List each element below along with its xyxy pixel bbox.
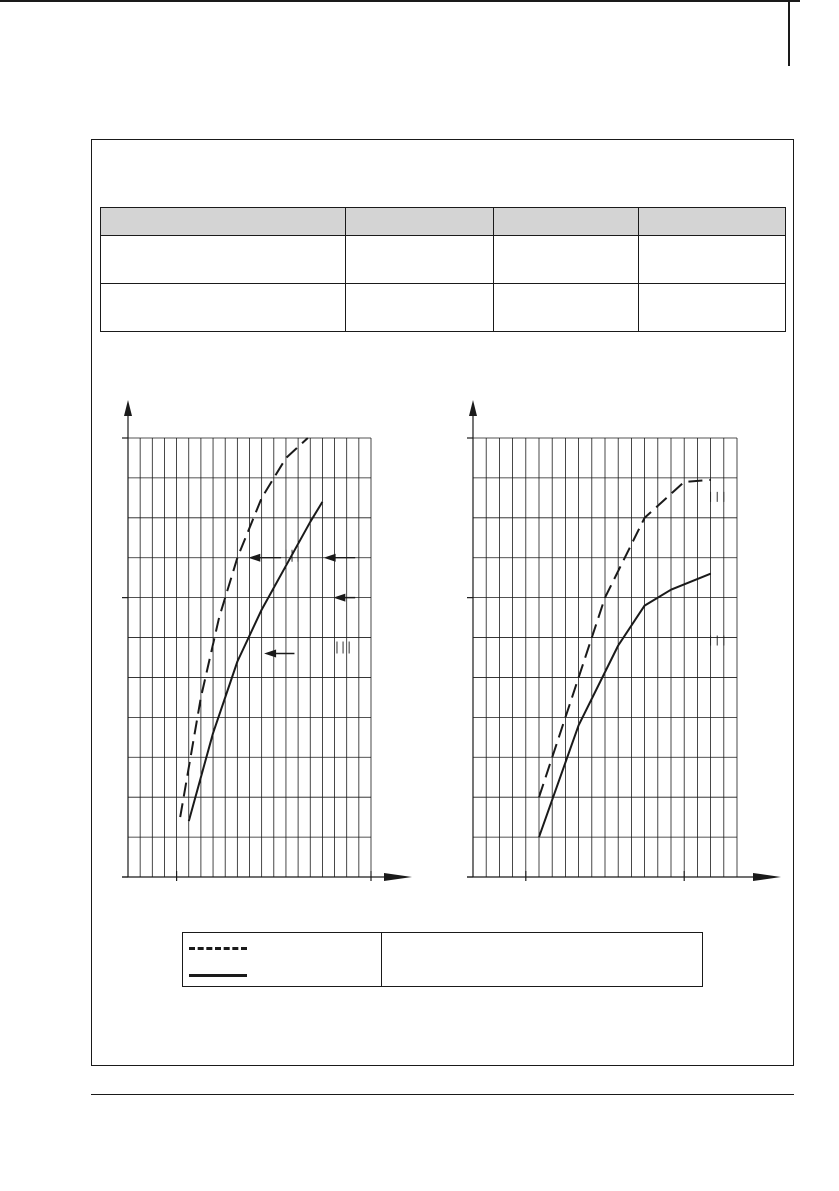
spec-cell: [494, 236, 639, 284]
legend-dashed-line-sample: [189, 947, 247, 950]
spec-table: [100, 207, 786, 332]
annotation-arrowhead: [248, 554, 260, 562]
annotation-arrowhead: [333, 594, 345, 602]
legend-divider: [381, 933, 382, 986]
spec-cell: [494, 284, 639, 332]
x-axis-arrowhead: [753, 873, 781, 881]
spec-table-row: [101, 284, 786, 332]
spec-table-row: [101, 236, 786, 284]
annotation-arrowhead: [264, 650, 276, 658]
page-top-rule: [0, 0, 800, 2]
spec-header-cell: [101, 208, 346, 236]
spec-cell: [639, 236, 786, 284]
right-chart: [455, 390, 785, 890]
page-bottom-rule: [91, 1094, 794, 1095]
legend-solid-line-sample: [189, 974, 247, 977]
legend-box: [182, 932, 703, 987]
series-line-solid: [539, 574, 711, 837]
annotation-arrowhead: [324, 554, 336, 562]
spec-cell: [639, 284, 786, 332]
spec-cell: [346, 236, 494, 284]
spec-table-header-row: [101, 208, 786, 236]
series-line-dashed: [180, 438, 308, 817]
spec-header-cell: [639, 208, 786, 236]
x-axis-arrowhead: [384, 873, 412, 881]
y-axis-arrowhead: [469, 400, 477, 416]
spec-cell: [346, 284, 494, 332]
spec-cell: [101, 284, 346, 332]
spec-cell: [101, 236, 346, 284]
page-top-tick: [788, 0, 790, 66]
left-chart: [110, 390, 420, 890]
spec-header-cell: [346, 208, 494, 236]
spec-header-cell: [494, 208, 639, 236]
y-axis-arrowhead: [124, 400, 132, 416]
series-line-dashed: [539, 480, 711, 797]
